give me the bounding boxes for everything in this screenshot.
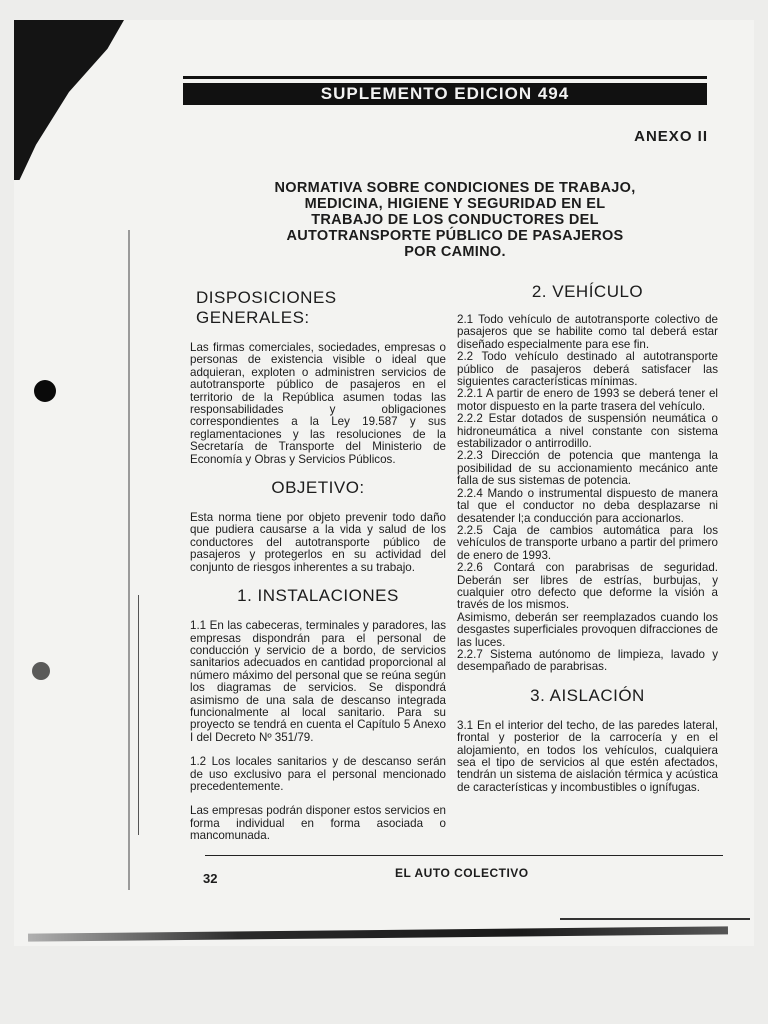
banner-label: SUPLEMENTO EDICION 494 [183,83,707,105]
heading-vehiculo: 2. VEHÍCULO [531,282,644,301]
paragraph-2-2-6b: Asimismo, deberán ser reemplazados cuando los desgastes superficiales provoquen difracciones de las luces. [457,610,718,649]
scan-edge-rule [560,918,750,920]
supplement-banner [183,76,707,110]
annex-label: ANEXO II [634,128,708,145]
paragraph-2-2-6: 2.2.6 Contará con parabrisas de seguridad. Deberán ser libres de estrías, burbujas, y cualquier otro defecto que deforme la visión a través de los mismos. [457,561,718,612]
margin-rule-inner [138,595,139,835]
paragraph-objetivo: Esta norma tiene por objeto prevenir todo daño que pudiera causarse a la vida y salud de los conductores del autotransporte público de pasajeros y protegerlos en su actividad del conjunto de riesgos inherentes a su trabajo. [190,511,446,574]
paragraph-1-2: 1.2 Los locales sanitarios y de descanso serán de uso exclusivo para el personal mencionado precedentemente. [190,755,446,793]
paragraph-2-2-2: 2.2.2 Estar dotados de suspensión neumática o hidroneumática a nivel constante con sistema estabilizador o antirrodillo. [457,412,718,451]
paragraph-2-2-5: 2.2.5 Caja de cambios automática para los vehículos de transporte urbano a partir del primero de enero de 1993. [457,523,718,562]
heading-instalaciones: 1. INSTALACIONES [237,586,399,606]
paragraph-2-2: 2.2 Todo vehículo destinado al autotransporte público de pasajeros deberá satisfacer las siguientes características mínimas. [457,350,718,389]
document-title: NORMATIVA SOBRE CONDICIONES DE TRABAJO, MEDICINA, HIGIENE Y SEGURIDAD EN EL TRABAJO DE LOS CONDUCTORES DEL AUTOTRANSPORTE PÚBLICO DE PASAJEROS POR CAMINO. [274,180,636,260]
heading-general: DISPOSICIONES GENERALES: [196,288,337,327]
left-column [190,280,446,855]
paragraph-2-2-1: 2.2.1 A partir de enero de 1993 se deberá tener el motor dispuesto en la parte trasera del vehículo. [457,387,718,413]
page-number: 32 [203,871,218,886]
paragraph-general: Las firmas comerciales, sociedades, empresas o personas de existencia visible o ideal que adquieran, exploten o administren servicios de autotransporte público de pasajeros en el territorio de la República asumen todas las responsabilidades y obligaciones correspondientes a la Ley 19.587 y sus reglamentaciones y las resoluciones de la Secretaría de Transporte del Ministerio de Economía y Obras y Servicios Públicos. [190,341,446,466]
footer-rule [205,855,723,856]
heading-aislacion: 3. AISLACIÓN [530,685,645,705]
ink-smudge [32,662,50,680]
punch-hole [34,380,56,402]
paragraph-2-2-7: 2.2.7 Sistema autónomo de limpieza, lavado y desempañado de parabrisas. [457,647,718,674]
right-column [457,280,718,794]
magazine-name: EL AUTO COLECTIVO [395,866,529,880]
paragraph-1-3: Las empresas podrán disponer estos servicios en forma individual en forma asociada o mancomunada. [190,804,446,843]
spacer [457,674,718,686]
heading-objetivo: OBJETIVO: [271,478,365,498]
paragraph-2-2-4: 2.2.4 Mando o instrumental dispuesto de manera tal que el conductor no deba desplazarse ni desatender l;a conducción para accionarlos. [457,486,718,525]
paragraph-3-1: 3.1 En el interior del techo, de las paredes lateral, frontal y posterior de la carrocería y en el alojamiento, en todos los vehículos, cualquiera sea el tipo de servicios al que estén afectados, tendrán un sistema de aislación térmica y acústica de características y incombustibles o ignífugas. [457,718,718,794]
paragraph-1-1: 1.1 En las cabeceras, terminales y paradores, las empresas dispondrán para el personal de conducción y servicio de a bordo, de servicios sanitarios adecuados en cantidad proporcional al número máximo del personal que se reúna según los diagramas de servicios. Se dispondrá asimismo de una sala de descanso integrada funcionalmente al local sanitario. Para su proyecto se tendrá en cuenta el Capítulo 5 Anexo I del Decreto Nº 351/79. [190,619,446,744]
banner-top-rule [183,76,707,79]
paragraph-2-2-3: 2.2.3 Dirección de potencia que mantenga la posibilidad de su accionamiento mecánico ante falla de sus sistemas de potencia. [457,449,718,488]
margin-rule [128,230,130,890]
paragraph-2-1: 2.1 Todo vehículo de autotransporte colectivo de pasajeros que se habilite como tal deberá estar diseñado especialmente para ese fin. [457,313,718,351]
